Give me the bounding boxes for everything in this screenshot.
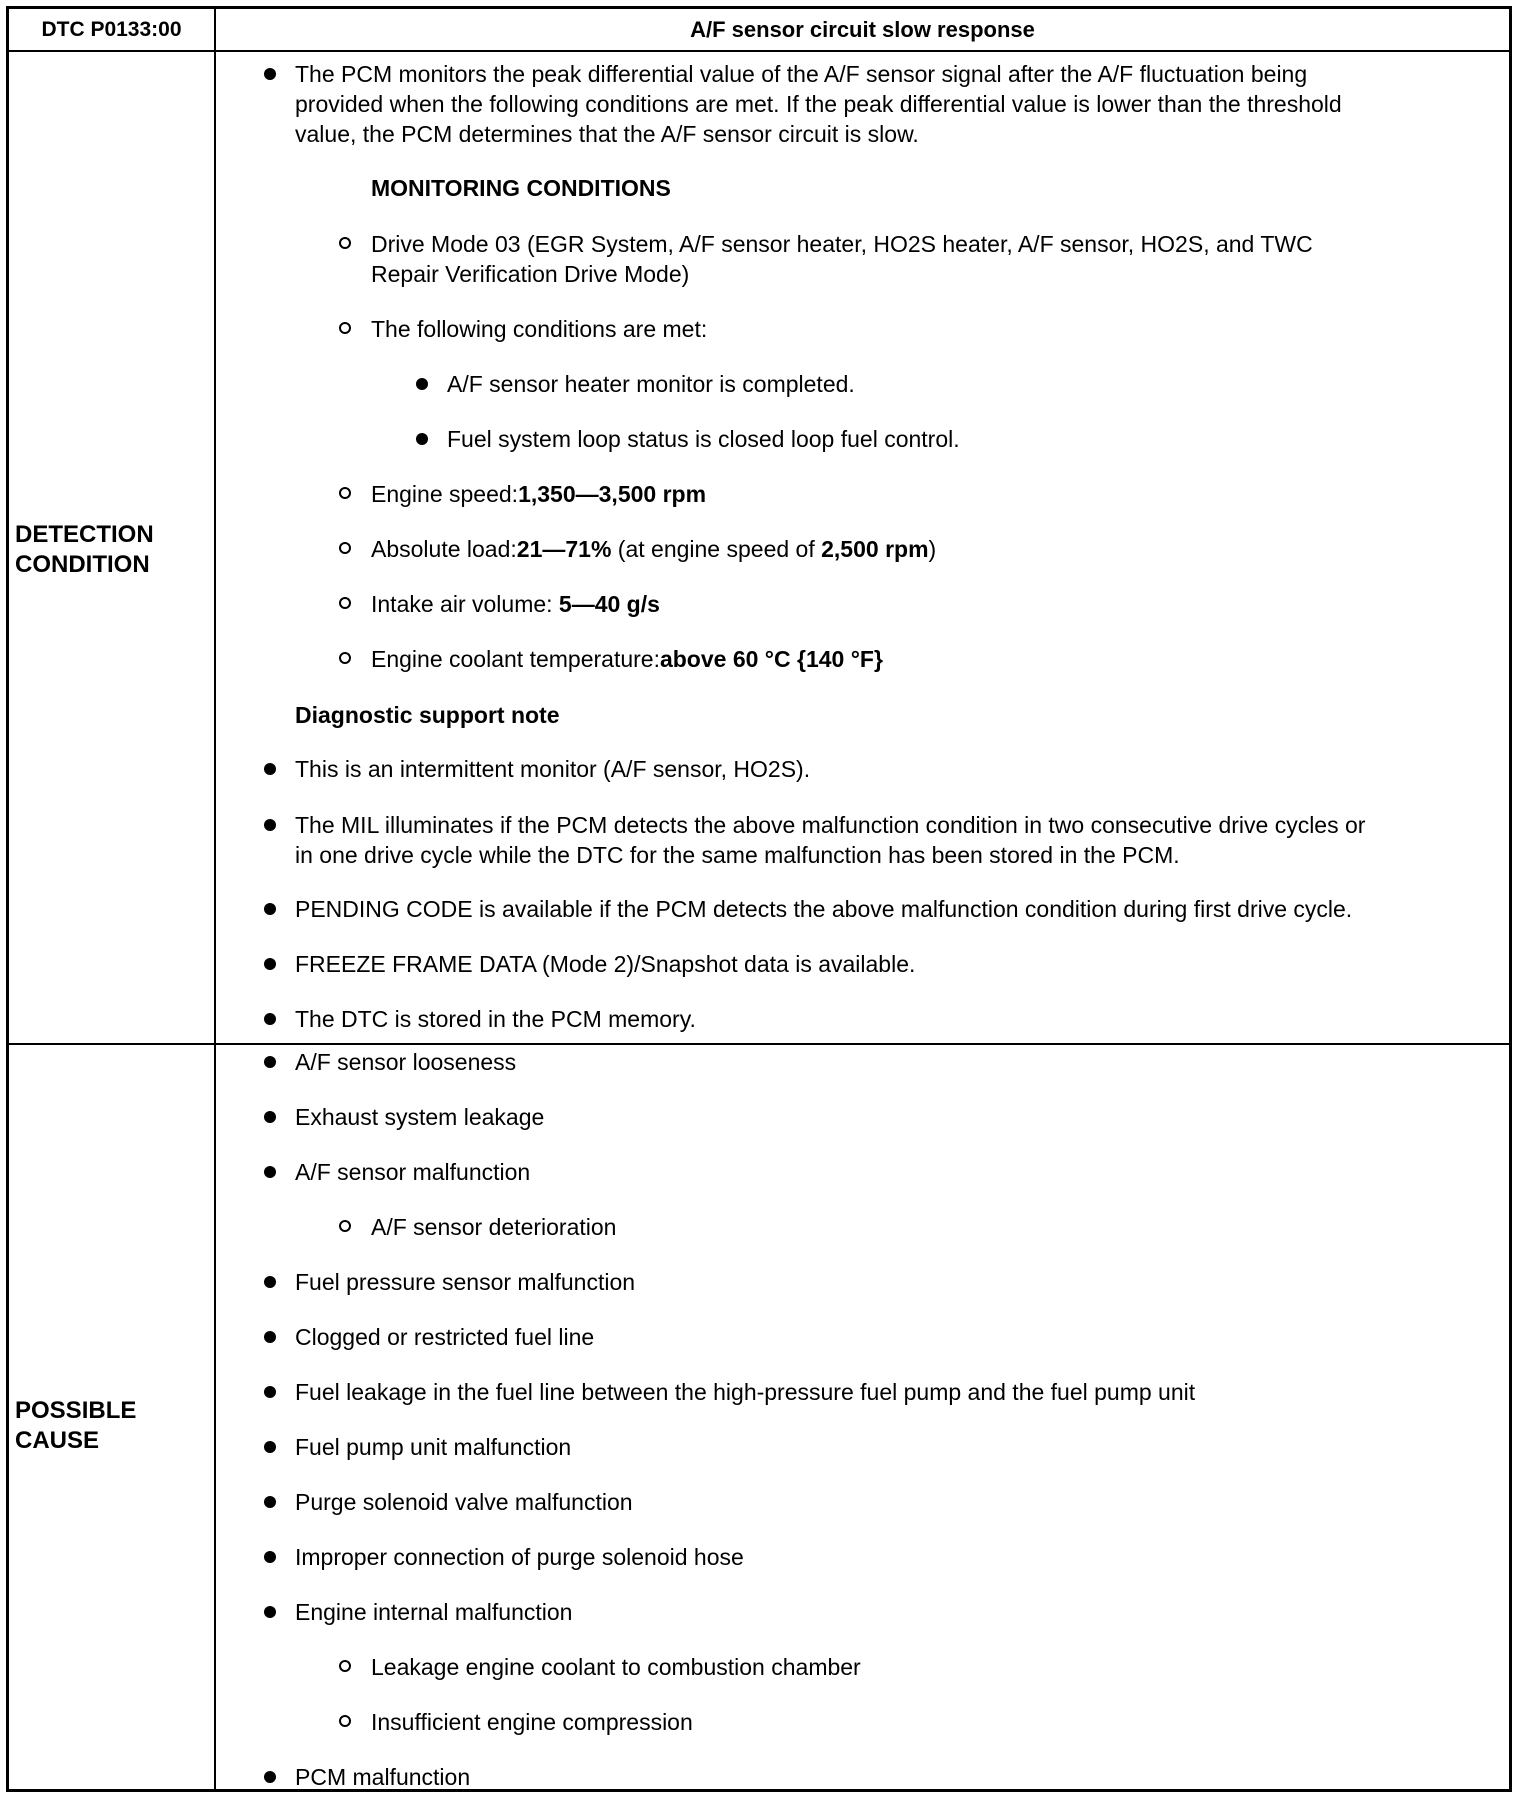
absolute-load-label: Absolute load: [371,536,517,562]
coolant-temp-label: Engine coolant temperature: [371,646,660,672]
cause-item: Improper connection of purge solenoid hose [295,1544,744,1570]
dtc-title: A/F sensor circuit slow response [690,16,1035,42]
absolute-load-note: (at engine speed of [611,536,822,562]
cause-subitem: A/F sensor deterioration [371,1214,617,1240]
cause-item: Fuel pressure sensor malfunction [295,1269,636,1295]
bullet-icon [264,1331,276,1343]
drive-mode-line: Drive Mode 03 (EGR System, A/F sensor heater, HO2S heater, A/F sensor, HO2S, and TWC [371,231,1313,257]
hollow-bullet-icon [339,652,351,664]
support-note: The DTC is stored in the PCM memory. [295,1006,696,1032]
cause-item: Purge solenoid valve malfunction [295,1489,633,1515]
bullet-icon [264,1606,276,1618]
bullet-icon [264,1111,276,1123]
engine-speed-condition [371,479,706,509]
absolute-load-value: 21—71% [516,536,612,562]
engine-speed-label: Engine speed: [371,481,519,507]
cause-item: PCM malfunction [295,1764,471,1790]
heater-monitor-completed: A/F sensor heater monitor is completed. [447,371,855,397]
hollow-bullet-icon [339,1660,351,1672]
label-line: DETECTION [15,521,154,548]
absolute-load-speed: 2,500 rpm [821,536,929,562]
cause-item: A/F sensor looseness [295,1049,517,1075]
bullet-icon [264,903,276,915]
following-conditions: The following conditions are met: [371,316,708,342]
cause-item: A/F sensor malfunction [295,1159,531,1185]
support-note: FREEZE FRAME DATA (Mode 2)/Snapshot data is available. [295,951,916,977]
bullet-icon [264,1166,276,1178]
intro-text-line: provided when the following conditions are met. If the peak differential value is lower than the threshold [295,91,1342,117]
bullet-icon [264,68,276,80]
absolute-load-end: ) [928,536,937,562]
bullet-icon [264,958,276,970]
label-line: CONDITION [15,551,150,578]
support-note: PENDING CODE is available if the PCM detects the above malfunction condition during first drive cycle. [295,896,1353,922]
closed-loop-status: Fuel system loop status is closed loop fuel control. [447,426,960,452]
drive-mode-line: Repair Verification Drive Mode) [371,261,690,287]
bullet-icon [416,378,428,390]
absolute-load-condition [371,534,936,564]
intro-text-line: The PCM monitors the peak differential value of the A/F sensor signal after the A/F fluctuation being [295,61,1308,87]
bullet-icon [264,1551,276,1563]
detection-condition-label [15,520,211,580]
support-note: This is an intermittent monitor (A/F sensor, HO2S). [295,756,811,782]
cause-subitem: Insufficient engine compression [371,1709,693,1735]
hollow-bullet-icon [339,542,351,554]
row-divider [9,1043,1509,1045]
bullet-icon [264,1386,276,1398]
hollow-bullet-icon [339,322,351,334]
cause-item: Engine internal malfunction [295,1599,573,1625]
intake-air-value: 5—40 g/s [558,591,660,617]
possible-cause-label [15,1396,211,1456]
dtc-table [6,6,1512,1792]
engine-speed-value: 1,350—3,500 rpm [518,481,707,507]
bullet-icon [264,819,276,831]
hollow-bullet-icon [339,597,351,609]
coolant-temp-condition [371,644,883,674]
bullet-icon [264,1496,276,1508]
dtc-code: DTC P0133:00 [41,17,182,41]
header-divider [9,50,1509,52]
bullet-icon [264,1276,276,1288]
hollow-bullet-icon [339,487,351,499]
intro-text-line: value, the PCM determines that the A/F sensor circuit is slow. [295,121,919,147]
cause-item: Exhaust system leakage [295,1104,545,1130]
support-note: in one drive cycle while the DTC for the same malfunction has been stored in the PCM. [295,842,1180,868]
hollow-bullet-icon [339,237,351,249]
hollow-bullet-icon [339,1715,351,1727]
monitoring-conditions-heading: MONITORING CONDITIONS [371,175,671,201]
bullet-icon [264,1771,276,1783]
coolant-temp-value: above 60 °C {140 °F} [659,646,883,672]
bullet-icon [416,433,428,445]
cause-subitem: Leakage engine coolant to combustion chamber [371,1654,861,1680]
label-line: POSSIBLE [15,1397,137,1424]
intake-air-condition [371,589,660,619]
bullet-icon [264,1441,276,1453]
support-note: The MIL illuminates if the PCM detects the above malfunction condition in two consecutive drive cycles or [295,812,1366,838]
column-divider [214,9,216,1789]
bullet-icon [264,1013,276,1025]
cause-item: Clogged or restricted fuel line [295,1324,595,1350]
diagnostic-support-heading: Diagnostic support note [295,702,560,728]
cause-item: Fuel leakage in the fuel line between the high-pressure fuel pump and the fuel pump unit [295,1379,1196,1405]
intake-air-label: Intake air volume: [371,591,559,617]
hollow-bullet-icon [339,1220,351,1232]
cause-item: Fuel pump unit malfunction [295,1434,572,1460]
bullet-icon [264,1056,276,1068]
bullet-icon [264,763,276,775]
label-line: CAUSE [15,1427,100,1454]
